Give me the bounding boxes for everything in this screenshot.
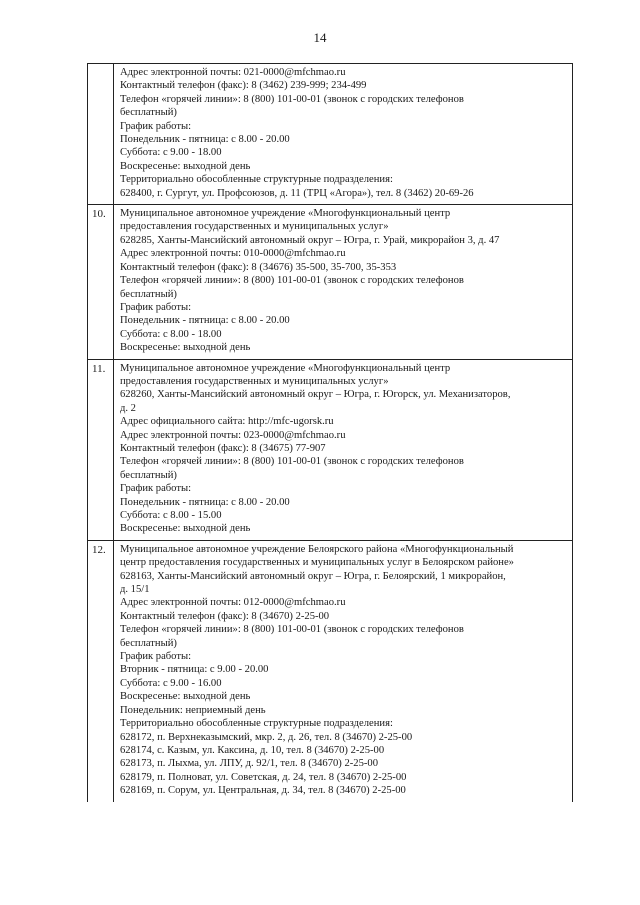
detail-line: бесплатный)	[120, 288, 177, 300]
detail-line: Адрес официального сайта: http://mfc-ugorsk.ru	[120, 416, 334, 428]
detail-line: бесплатный)	[120, 107, 177, 119]
detail-line: 628285, Ханты-Мансийский автономный округ – Югра, г. Урай, микрорайон 3, д. 47	[120, 234, 500, 246]
detail-line: График работы:	[120, 483, 192, 495]
detail-line: 628173, п. Лыхма, ул. ЛПУ, д. 92/1, тел. 8 (34670) 2-25-00	[120, 758, 378, 770]
detail-line: Телефон «горячей линии»: 8 (800) 101-00-01 (звонок с городских телефонов	[120, 93, 464, 105]
detail-line: 628260, Ханты-Мансийский автономный округ – Югра, г. Югорск, ул. Механизаторов,	[120, 389, 511, 401]
detail-line: Муниципальное автономное учреждение «Многофункциональный центр	[120, 362, 451, 374]
table-row	[88, 360, 572, 541]
page-number: 14	[313, 30, 327, 45]
detail-line: Контактный телефон (факс): 8 (3462) 239-999; 234-499	[120, 80, 367, 92]
row-number: 10.	[88, 205, 114, 358]
row-number	[88, 64, 114, 204]
detail-line: 628163, Ханты-Мансийский автономный округ – Югра, г. Белоярский, 1 микрорайон,	[120, 570, 506, 582]
detail-line: График работы:	[120, 301, 192, 313]
detail-line: 628179, п. Полноват, ул. Советская, д. 24, тел. 8 (34670) 2-25-00	[120, 771, 407, 783]
detail-line: Телефон «горячей линии»: 8 (800) 101-00-01 (звонок с городских телефонов	[120, 456, 464, 468]
detail-line: Территориально обособленные структурные подразделения:	[120, 174, 393, 186]
row-details	[114, 360, 572, 540]
detail-line: Адрес электронной почты: 021-0000@mfchmao.ru	[120, 67, 346, 78]
detail-line: Контактный телефон (факс): 8 (34676) 35-500, 35-700, 35-353	[120, 261, 397, 273]
detail-line: Воскресенье: выходной день	[120, 691, 251, 703]
detail-line: Суббота: с 8.00 - 18.00	[120, 328, 222, 340]
detail-line: Адрес электронной почты: 010-0000@mfchmao.ru	[120, 248, 346, 260]
row-number: 11.	[88, 360, 114, 540]
table-row	[88, 205, 572, 359]
detail-line: Суббота: с 8.00 - 15.00	[120, 510, 222, 521]
detail-line: предоставления государственных и муниципальных услуг»	[120, 375, 389, 387]
detail-line: Воскресенье: выходной день	[120, 160, 251, 172]
detail-line: Контактный телефон (факс): 8 (34675) 77-907	[120, 442, 326, 454]
detail-line: Воскресенье: выходной день	[120, 342, 251, 354]
detail-line: Воскресенье: выходной день	[120, 523, 251, 535]
row-number: 12.	[88, 541, 114, 802]
detail-line: 628169, п. Сорум, ул. Центральная, д. 34, тел. 8 (34670) 2-25-00	[120, 785, 406, 797]
detail-line: бесплатный)	[120, 469, 177, 481]
detail-line: 628174, с. Казым, ул. Каксина, д. 10, тел. 8 (34670) 2-25-00	[120, 744, 385, 756]
detail-line: Телефон «горячей линии»: 8 (800) 101-00-01 (звонок с городских телефонов	[120, 624, 464, 636]
detail-line: Адрес электронной почты: 023-0000@mfchmao.ru	[120, 429, 346, 441]
institutions-table	[87, 63, 573, 802]
table-row	[88, 64, 572, 205]
detail-line: Суббота: с 9.00 - 16.00	[120, 677, 222, 689]
detail-line: Территориально обособленные структурные подразделения:	[120, 718, 393, 730]
detail-line: Вторник - пятница: с 9.00 - 20.00	[120, 664, 269, 676]
detail-line: бесплатный)	[120, 637, 177, 649]
detail-line: Понедельник - пятница: с 8.00 - 20.00	[120, 315, 290, 327]
detail-line: предоставления государственных и муниципальных услуг»	[120, 221, 389, 233]
detail-line: Муниципальное автономное учреждение «Многофункциональный центр	[120, 208, 451, 220]
detail-line: 628172, п. Верхнеказымский, мкр. 2, д. 26, тел. 8 (34670) 2-25-00	[120, 731, 413, 743]
detail-line: д. 2	[120, 402, 136, 414]
detail-line: Понедельник - пятница: с 8.00 - 20.00	[120, 134, 290, 146]
detail-line: д. 15/1	[120, 584, 150, 596]
row-details	[114, 205, 572, 358]
detail-line: Понедельник - пятница: с 8.00 - 20.00	[120, 496, 290, 508]
detail-line: Контактный телефон (факс): 8 (34670) 2-25-00	[120, 610, 330, 622]
table-row	[88, 541, 572, 802]
row-details	[114, 64, 572, 204]
detail-line: центр предоставления государственных и муниципальных услуг в Белоярском районе»	[120, 557, 514, 569]
detail-line: Телефон «горячей линии»: 8 (800) 101-00-01 (звонок с городских телефонов	[120, 275, 464, 287]
detail-line: 628400, г. Сургут, ул. Профсоюзов, д. 11 (ТРЦ «Агора»), тел. 8 (3462) 20-69-26	[120, 187, 474, 199]
detail-line: Суббота: с 9.00 - 18.00	[120, 147, 222, 159]
detail-line: Адрес электронной почты: 012-0000@mfchmao.ru	[120, 597, 346, 609]
detail-line: Муниципальное автономное учреждение Белоярского района «Многофункциональный	[120, 543, 514, 555]
detail-line: График работы:	[120, 120, 192, 132]
detail-line: График работы:	[120, 651, 192, 663]
row-details	[114, 541, 572, 802]
detail-line: Понедельник: неприемный день	[120, 704, 266, 716]
